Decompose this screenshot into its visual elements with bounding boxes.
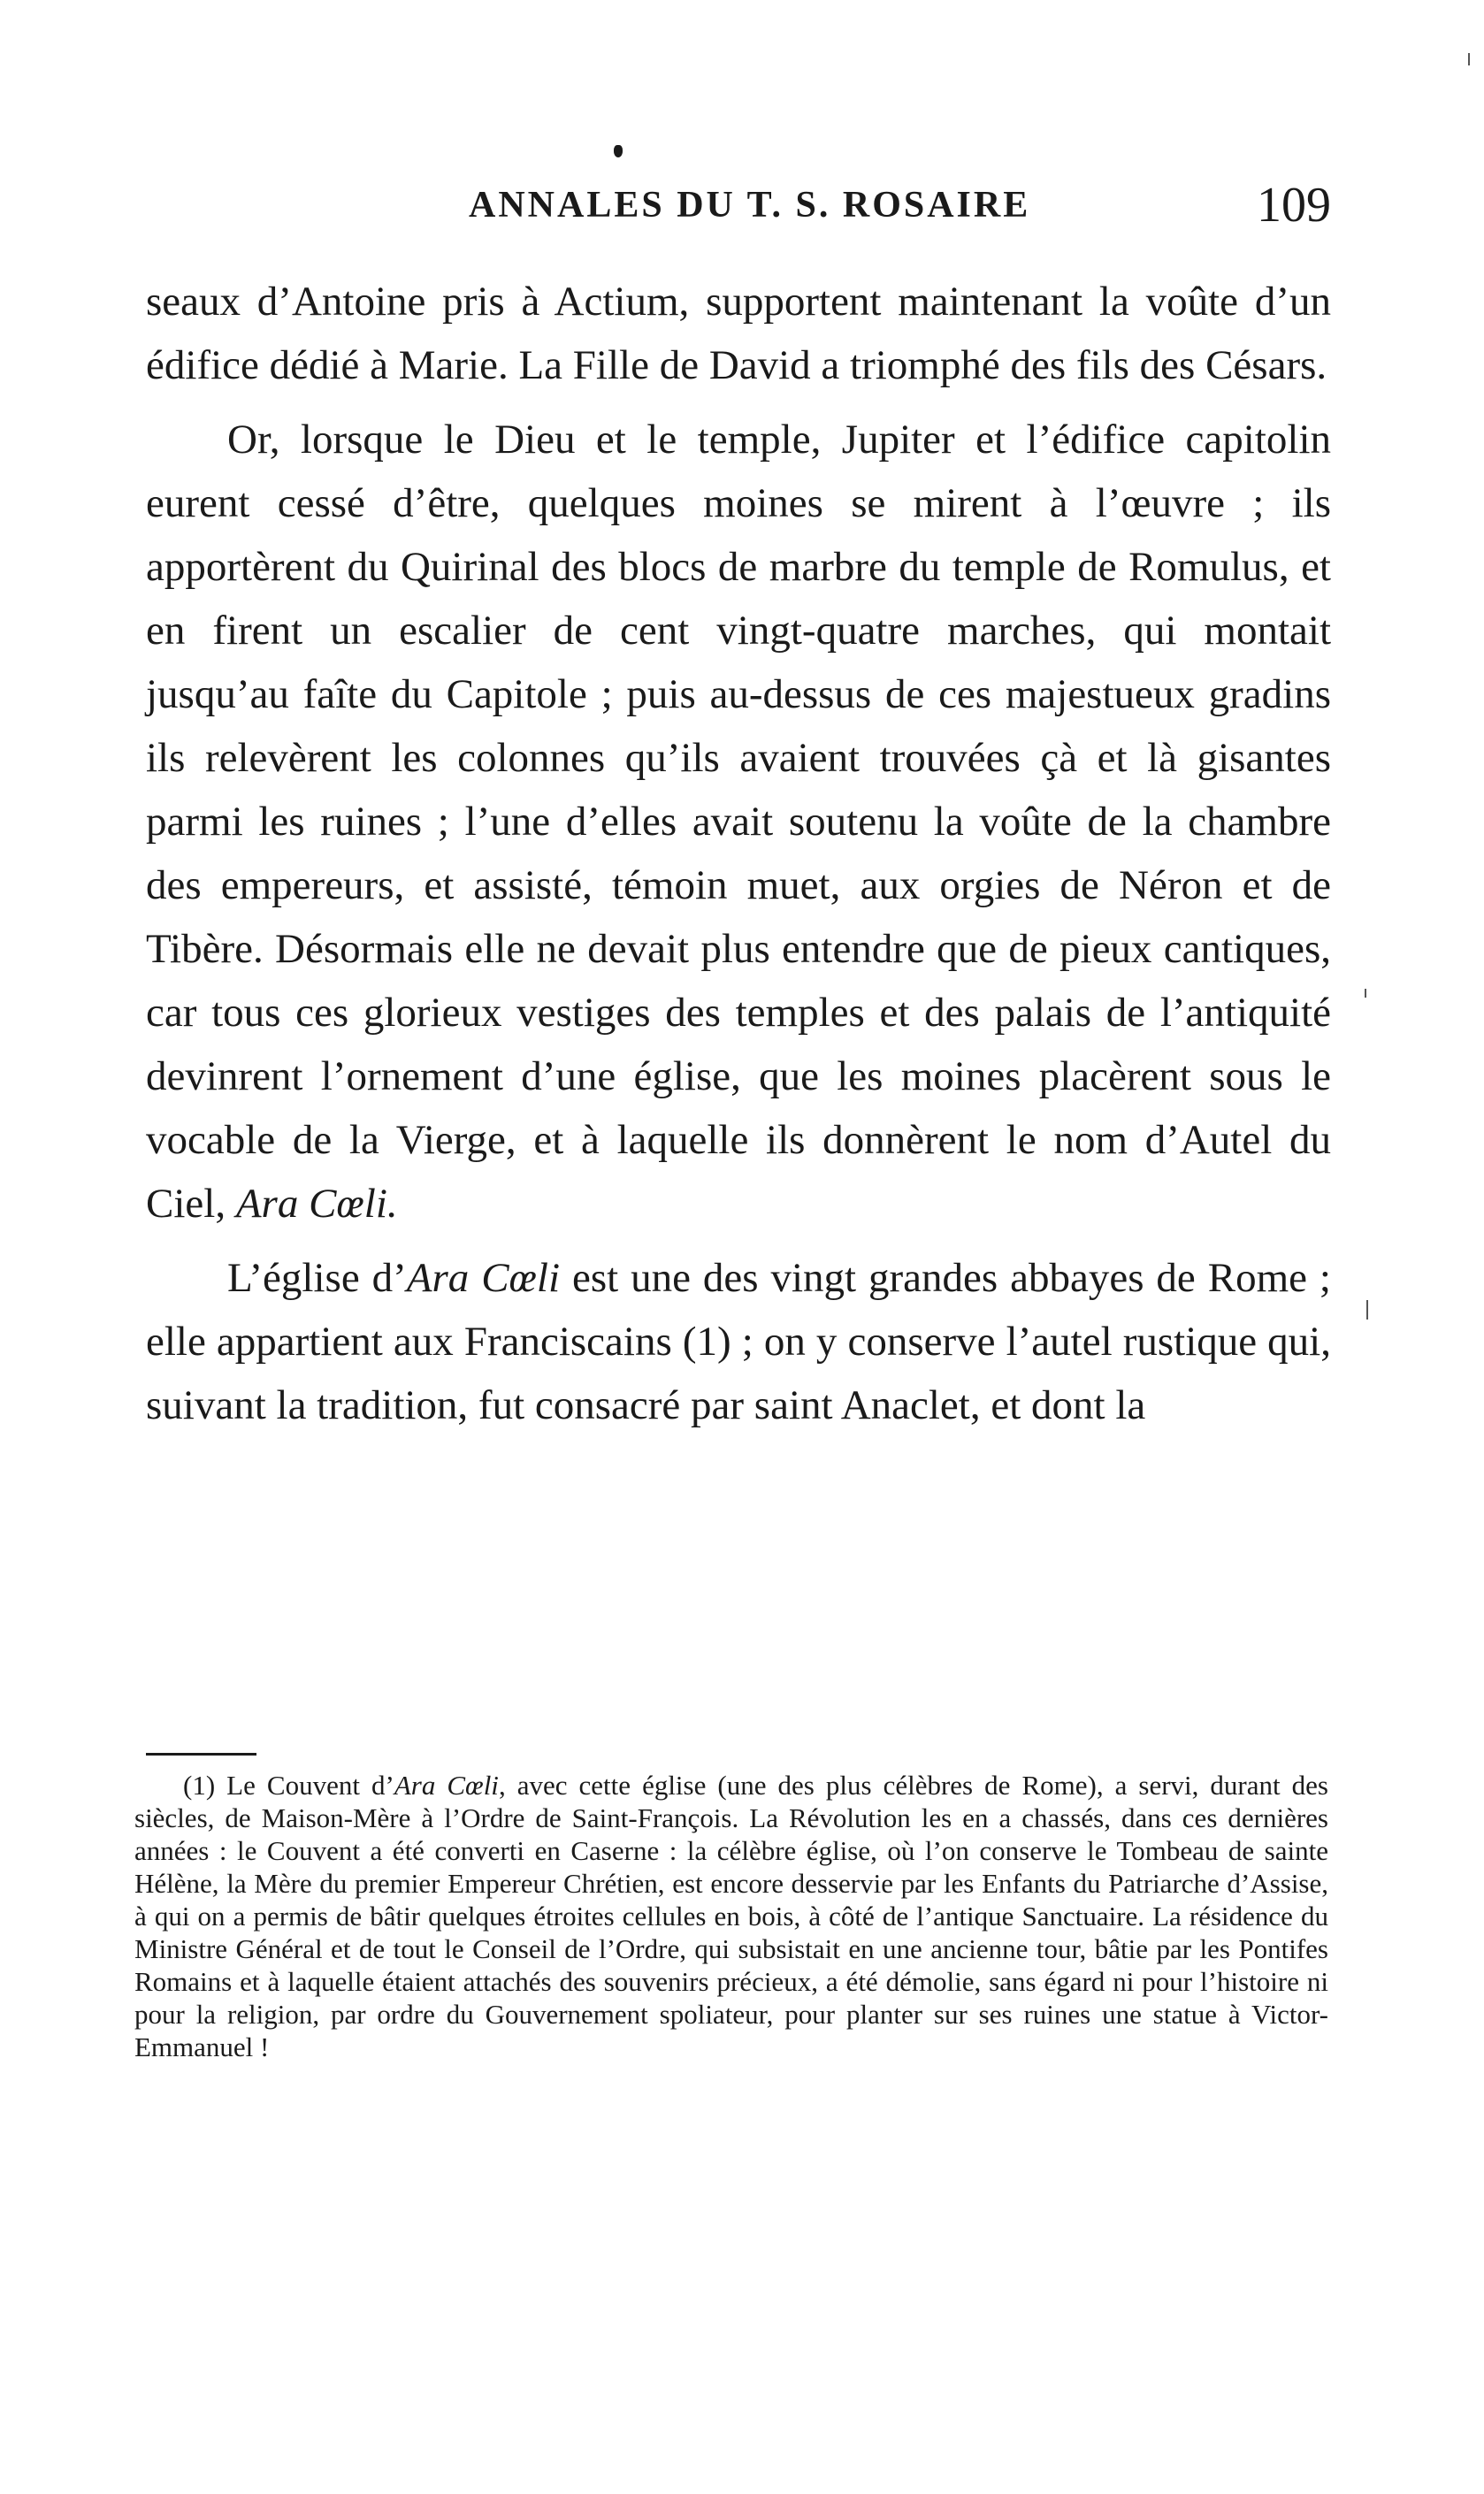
paragraph-continuation: seaux d’Antoine pris à Actium, supportent maintenant la voûte d’un édifice dédié à Marie. La Fille de David a triomphé des fils des Césars. — [146, 279, 1331, 388]
margin-mark — [1366, 1300, 1368, 1320]
footnote-italic: Ara Cœli — [394, 1770, 499, 1801]
footnote-rest: , avec cette église (une des plus célèbres de Rome), a servi, durant des siècles, de Maison-Mère à l’Ordre de Saint-François. La Révolution les en a chassés, dans ces dernières années : le Couvent a été converti en Caserne : la célèbre église, où l’on conserve le Tombeau de sainte Hélène, la Mère du premier Empereur Chrétien, est encore desservie par les Enfants du Patriarche d’Assise, à qui on a permis de bâtir quelques étroites cellules en bois, à côté de l’antique Sanctuaire. La résidence du Ministre Général et de tout le Conseil de l’Ordre, qui subsistait en une ancienne tour, bâtie par les Pontifes Romains et à laquelle étaient attachés des souvenirs précieux, a été démolie, sans égard ni pour l’histoire ni pour la religion, par ordre du Gouvernement spoliateur, pour planter sur ses ruines une statue à Victor-Emmanuel ! — [134, 1770, 1328, 2062]
margin-mark — [1365, 989, 1366, 998]
paragraph-ara-coeli-start: L’église d’ — [227, 1255, 407, 1301]
ara-coeli-title: Ara Cœli. — [235, 1181, 398, 1227]
printer-mark — [614, 145, 623, 157]
page-header — [146, 177, 1331, 248]
footnote-1 — [134, 1769, 1328, 2063]
margin-mark — [1468, 53, 1470, 65]
page-number: 109 — [1257, 178, 1331, 233]
footnote-separator — [146, 1753, 256, 1756]
running-title: ANNALES DU T. S. ROSAIRE — [469, 185, 1031, 226]
footnote-start: (1) Le Couvent d’ — [183, 1770, 394, 1801]
main-text — [146, 270, 1331, 1437]
paragraph-capitol-text: Or, lorsque le Dieu et le temple, Jupiter et l’édifice capitolin eurent cessé d’être, quelques moines se mirent à l’œuvre ; ils apportèrent du Quirinal des blocs de marbre du temple de Romulus, et en firent un escalier de cent vingt-quatre marches, qui montait jusqu’au faîte du Capitole ; puis au-dessus de ces majestueux gradins ils relevèrent les colonnes qu’ils avaient trouvées çà et là gisantes parmi les ruines ; l’une d’elles avait soutenu la voûte de la chambre des empereurs, et assisté, témoin muet, aux orgies de Néron et de Tibère. Désormais elle ne devait plus entendre que de pieux cantiques, car tous ces glorieux vestiges des temples et des palais de l’antiquité devinrent l’ornement d’une église, que les moines placèrent sous le vocable de la Vierge, et à laquelle ils donnèrent le nom d’Autel du Ciel, — [146, 417, 1331, 1227]
ara-coeli-name: Ara Cœli — [406, 1255, 561, 1301]
paragraph-ara-coeli — [146, 1246, 1331, 1437]
paragraph-capitol — [146, 408, 1331, 1236]
footnote — [134, 1769, 1328, 2063]
paragraph-ara-coeli-rest: est une des vingt grandes abbayes de Rome ; elle appartient aux Franciscains (1) ; on y conserve l’autel rustique qui, suivant la tradition, fut consacré par saint Anaclet, et dont la — [146, 1255, 1331, 1428]
